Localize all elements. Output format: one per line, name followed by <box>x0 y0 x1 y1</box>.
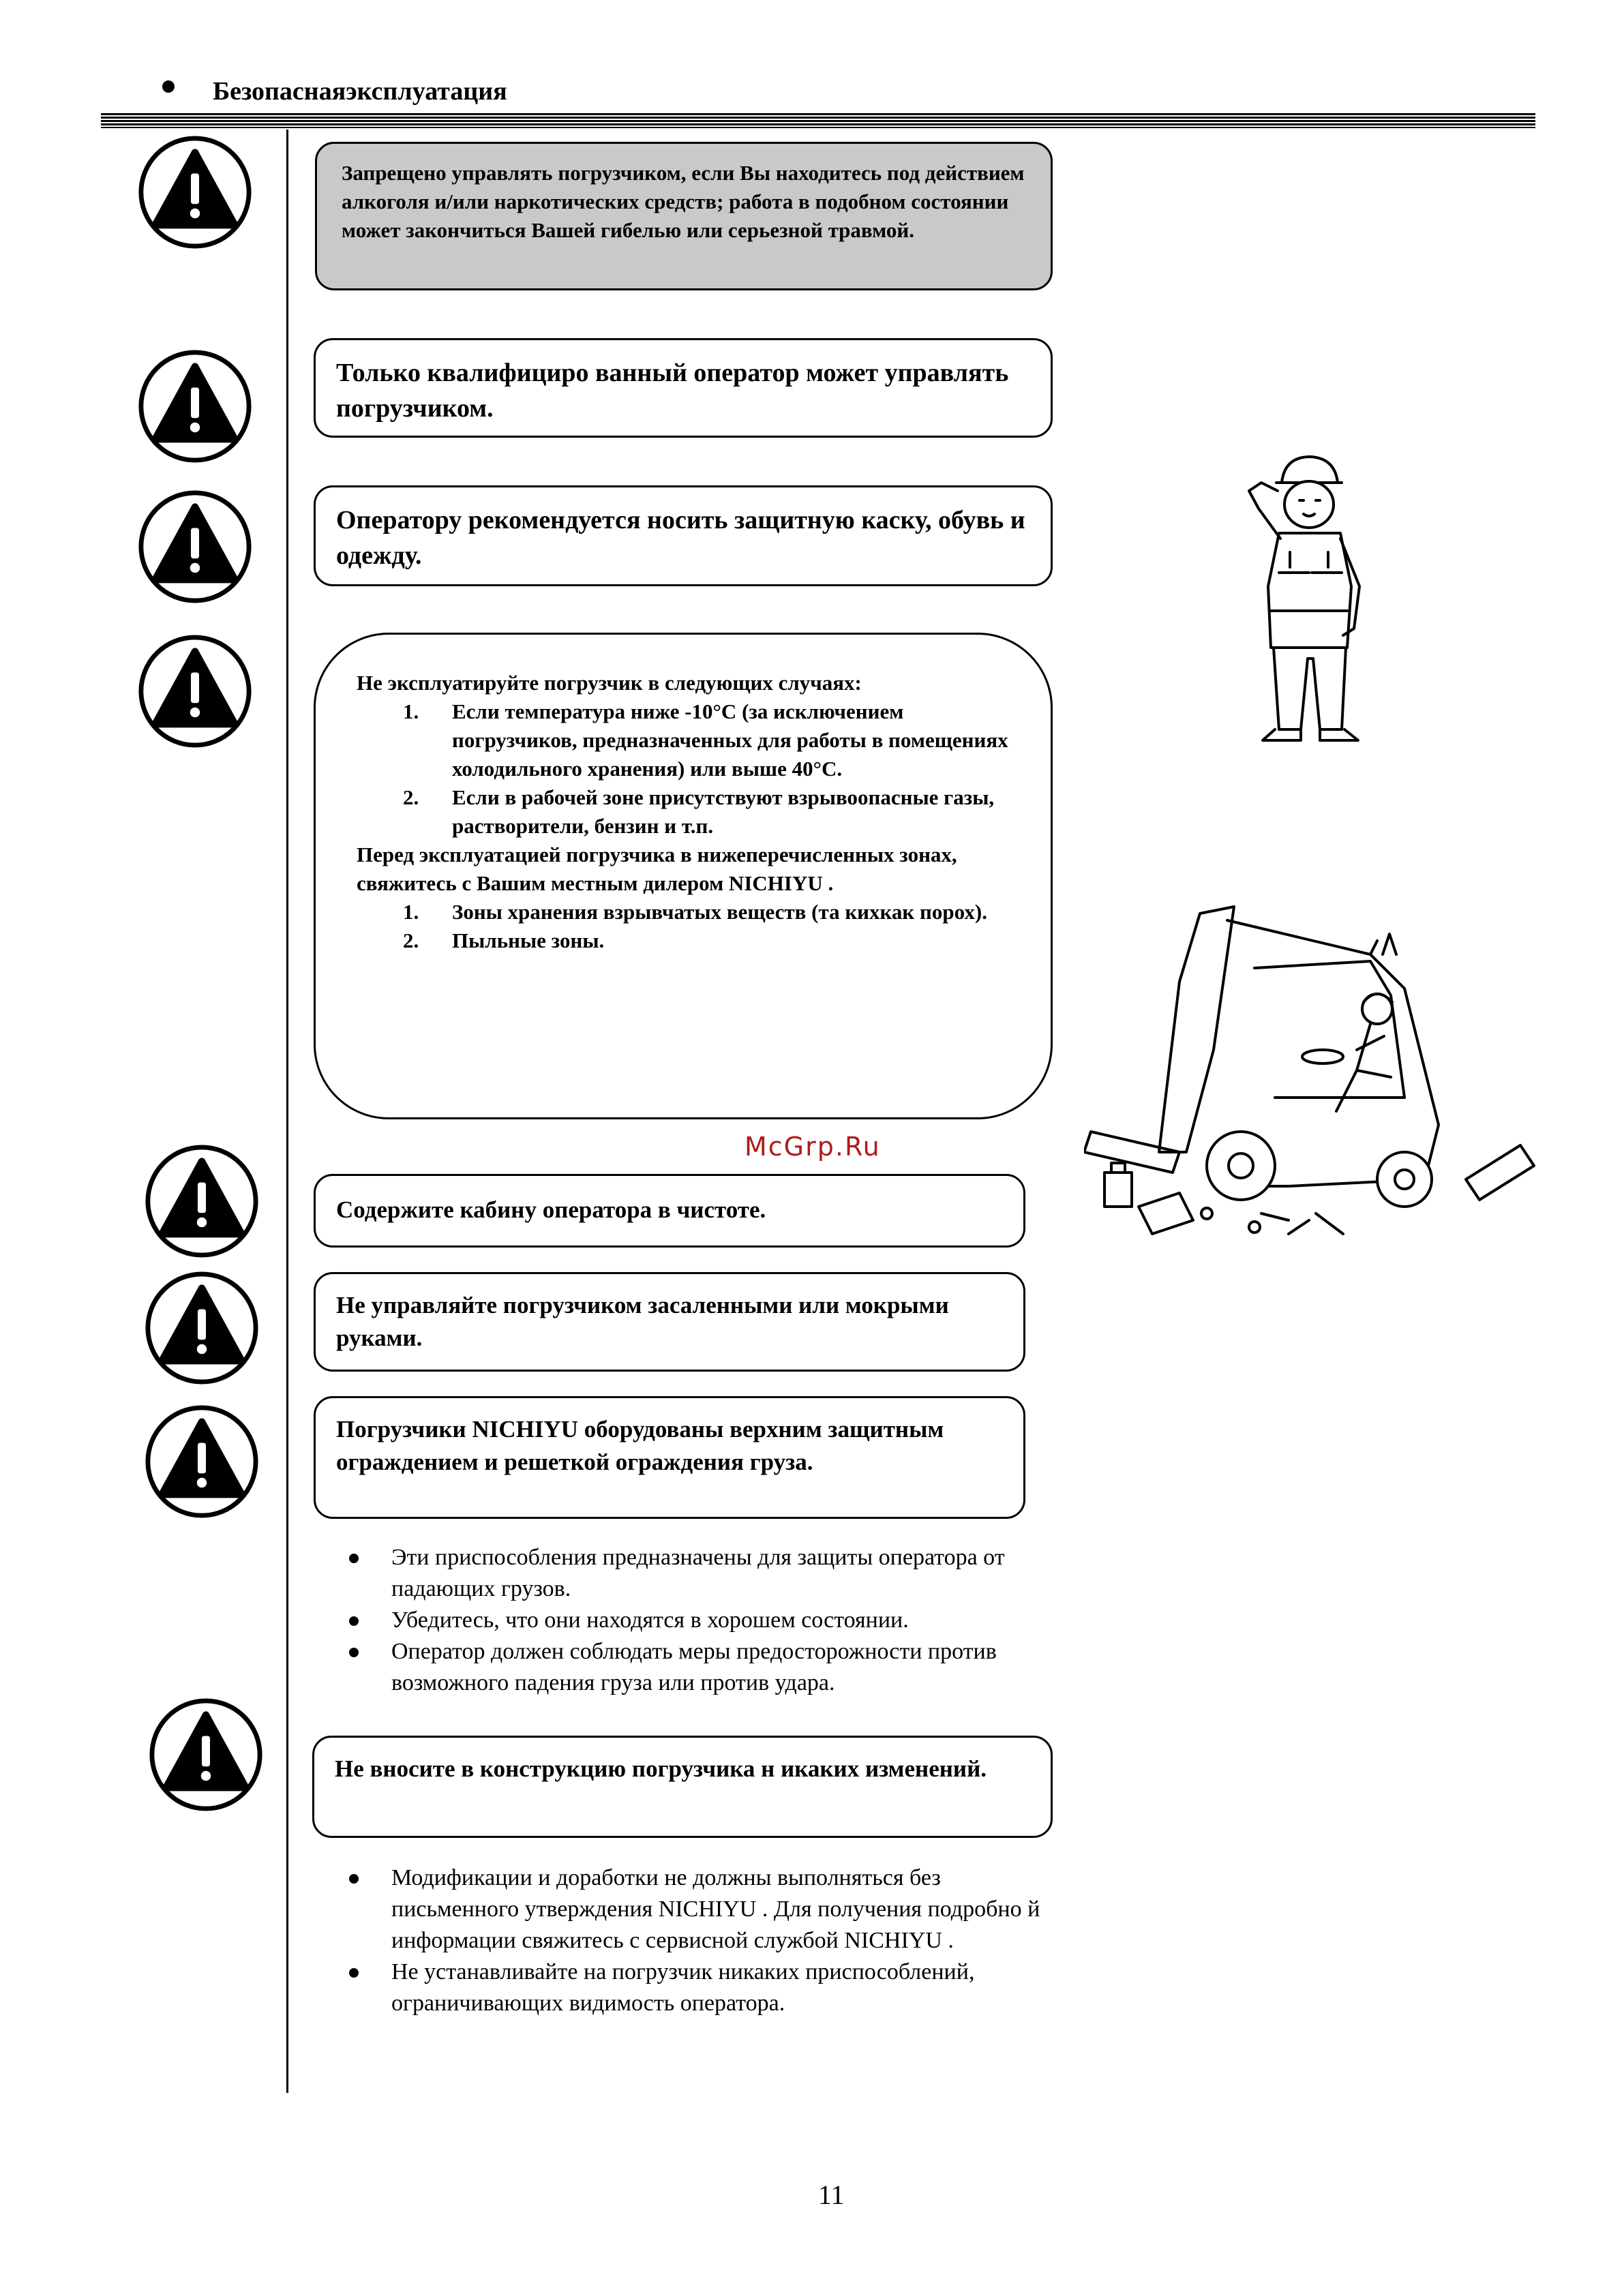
zone-item: 2. Пыльные зоны. <box>403 928 605 952</box>
warning-icon <box>143 1403 260 1520</box>
condition-item: 1. Если температура ниже -10°C (за исключением погрузчиков, предназначенных для работы в помещениях холодильного хранения) или выше 40°C. <box>403 699 1008 781</box>
qualified-operator-box <box>314 338 1053 438</box>
protective-gear-text: Оператору рекомендуется носить защитную каску, обувь и одежду. <box>336 506 1025 570</box>
bullet-item: Модификации и доработки не должны выполняться без письменного утверждения NICHIYU . Для получения подробно й информации свяжитесь с сервисной службой NICHIYU . <box>337 1862 1059 1957</box>
warning-icon <box>136 633 254 750</box>
guard-bullets <box>337 1542 1059 1699</box>
margin-line <box>286 130 288 2093</box>
warning-icon <box>143 1269 260 1387</box>
bullet-item: Оператор должен соблюдать меры предосторожности против возможного падения груза или против удара. <box>337 1636 1059 1699</box>
no-modification-text: Не вносите в конструкцию погрузчика н икаких изменений. <box>335 1755 987 1782</box>
dry-hands-text: Не управляйте погрузчиком засаленными или мокрыми руками. <box>336 1292 949 1351</box>
alcohol-warning-box <box>315 142 1053 290</box>
conditions-heading: Не эксплуатируйте погрузчик в следующих случаях: <box>357 671 862 695</box>
warning-icon <box>136 488 254 605</box>
modification-bullets <box>337 1862 1059 2019</box>
clean-cabin-box <box>314 1174 1025 1248</box>
header-bullet <box>162 80 175 93</box>
overhead-guard-text: Погрузчики NICHIYU оборудованы верхним защитным ограждением и решеткой ограждения груза. <box>336 1416 944 1475</box>
warning-icon <box>147 1696 265 1813</box>
clean-cabin-text: Содержите кабину оператора в чистоте. <box>336 1196 766 1223</box>
header-rule <box>101 113 1535 128</box>
condition-item: 2. Если в рабочей зоне присутствуют взрывоопасные газы, растворители, бензин и т.п. <box>403 785 995 838</box>
bullet-item: Не устанавливайте на погрузчик никаких приспособлений, ограничивающих видимость оператора. <box>337 1957 1059 2019</box>
watermark: McGrp.Ru <box>745 1132 881 1162</box>
page-number: 11 <box>818 2179 845 2210</box>
warning-icon <box>143 1143 260 1260</box>
dealer-contact-heading: Перед эксплуатацией погрузчика в нижеперечисленных зонах, свяжитесь с Вашим местным дилером NICHIYU . <box>357 843 957 895</box>
protective-gear-box <box>314 485 1053 586</box>
operating-conditions-box <box>314 633 1053 1119</box>
warning-icon <box>136 348 254 465</box>
warning-icon <box>136 134 254 251</box>
no-modification-box <box>312 1736 1053 1838</box>
bullet-item: Убедитесь, что они находятся в хорошем состоянии. <box>337 1605 1059 1636</box>
zone-item: 1. Зоны хранения взрывчатых веществ (та кихкак порох). <box>403 900 987 924</box>
section-title: Безопаснаяэксплуатация <box>213 77 507 106</box>
overhead-guard-box <box>314 1396 1025 1519</box>
qualified-operator-text: Только квалифициро ванный оператор может управлять погрузчиком. <box>336 359 1009 423</box>
bullet-item: Эти приспособления предназначены для защиты оператора от падающих грузов. <box>337 1542 1059 1605</box>
dry-hands-box <box>314 1272 1025 1372</box>
alcohol-warning-text: Запрещено управлять погрузчиком, если Вы находитесь под действием алкоголя и/или наркотических средств; работа в подобном состоянии может закончиться Вашей гибелью или серьезной травмой. <box>342 161 1025 242</box>
forklift-in-cluttered-area-illustration <box>1084 893 1548 1275</box>
worker-with-helmet-illustration <box>1214 443 1391 757</box>
